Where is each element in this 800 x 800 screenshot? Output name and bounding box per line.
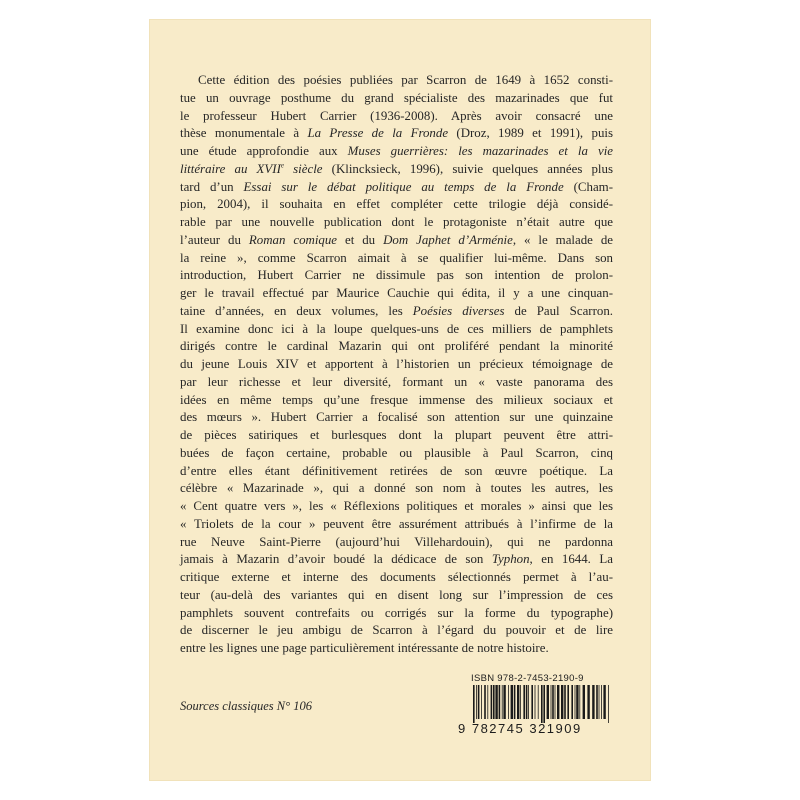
book-title-dom-japhet: Dom Japhet d’Arménie	[383, 232, 513, 247]
blurb-line: thèse monumentale à La Presse de la Fronde (Droz, 1989 et 1991), puis	[180, 126, 613, 141]
blurb-line: entre les lignes une page particulièrement intéressante de notre histoire.	[180, 641, 549, 655]
blurb-line: rue Neuve Saint-Pierre (aujourd’hui Villehardouin), qui ne pardonna	[180, 534, 613, 549]
blurb-line: la reine », comme Scarron aimait à se qualifier lui-même. Dans son	[180, 250, 613, 265]
barcode-bar	[543, 685, 545, 723]
barcode-bar	[503, 685, 505, 719]
book-title-essai-debat-politique: Essai sur le débat politique au temps de la Fronde	[243, 179, 564, 194]
book-title-la-presse-de-la-fronde: La Presse de la Fronde	[307, 126, 449, 141]
barcode-bar	[520, 685, 521, 719]
barcode-bar	[567, 685, 569, 719]
blurb-line: l’auteur du Roman comique et du Dom Japhet d’Arménie, « le malade de	[180, 232, 614, 247]
barcode-bar	[601, 685, 602, 719]
barcode-bar	[564, 685, 566, 719]
barcode-bar	[557, 685, 559, 719]
blurb-line: « Cent quatre vers », les « Réflexions politiques et morales » ainsi que les	[180, 499, 613, 513]
barcode-bar	[523, 685, 525, 719]
blurb-line: de discerner le jeu ambigu de Scarron à l’égard du pouvoir et de lire	[180, 623, 613, 638]
blurb-line: Il examine donc ici à la loupe quelques-uns de ces milliers de pamphlets	[180, 321, 613, 336]
barcode-bar	[592, 685, 594, 719]
book-back-cover	[150, 20, 650, 780]
blurb-line: pamphlets souvent contrefaits ou corrigés sur la forme du typographe)	[180, 605, 613, 620]
barcode-bar	[487, 685, 488, 719]
barcode-bar	[538, 685, 539, 719]
blurb-line: critique externe et interne des documents sélectionnés permet à l’au-	[180, 570, 613, 584]
barcode-bar	[473, 685, 475, 723]
blurb-line: Cette édition des poésies publiées par Scarron de 1649 à 1652 consti-	[198, 73, 613, 87]
blurb-line: tue un ouvrage posthume du grand spécialiste des mazarinades que fut	[180, 90, 613, 105]
barcode-bar	[571, 685, 573, 719]
barcode-bar	[547, 685, 549, 719]
barcode-bar	[514, 685, 516, 719]
blurb-line: littéraire au XVIIe siècle (Klincksieck, 1996), suivie quelques années plus	[180, 161, 613, 176]
series-label: Sources classiques N° 106	[180, 699, 312, 713]
barcode-bar	[552, 685, 554, 719]
blurb-line: une étude approfondie aux Muses guerrières: les mazarinades et la vie	[180, 144, 614, 158]
barcode-bar	[511, 685, 513, 719]
barcode-bar	[476, 685, 477, 719]
blurb-line: de pièces satiriques et burlesques dont la plupart peuvent être attri-	[180, 428, 613, 442]
barcode-bar	[508, 685, 509, 719]
book-title-poesies-diverses: Poésies diverses	[412, 303, 505, 318]
barcode-bar	[484, 685, 486, 719]
blurb-line: rable par une nouvelle publication dont le protagoniste n’était autre que	[180, 215, 613, 229]
blurb-line: tard d’un Essai sur le débat politique au temps de la Fronde (Cham-	[180, 179, 613, 194]
barcode-bar	[526, 685, 528, 719]
blurb-line: jamais à Mazarin d’avoir boudé la dédicace de son Typhon, en 1644. La	[180, 552, 613, 567]
blurb-line: taine d’années, en deux volumes, les Poésies diverses de Paul Scarron.	[180, 303, 613, 318]
barcode-bar	[491, 685, 493, 719]
barcode-bar	[599, 685, 600, 719]
blurb-line: teur (au-delà des variantes qui en disent long sur l’impression de ces	[180, 587, 613, 602]
barcode-bar	[481, 685, 482, 719]
barcode-bar	[499, 685, 501, 719]
blurb-line: « Triolets de la cour » peuvent être assurément attribués à l’infirme de la	[180, 516, 613, 531]
ean-digits: 9 782745 321909	[458, 721, 582, 736]
barcode-bar	[587, 685, 589, 719]
back-cover-blurb	[180, 72, 613, 658]
barcode-bar	[576, 685, 578, 719]
superscript-e: e	[280, 161, 284, 170]
book-title-typhon: Typhon	[491, 552, 530, 567]
barcode-bar	[528, 685, 529, 719]
blurb-line: introduction, Hubert Carrier ne dissimule pas son intention de prolon-	[180, 268, 613, 283]
barcode-bar	[575, 685, 576, 719]
barcode-bar	[495, 685, 497, 719]
blurb-line: ger le travail effectué par Maurice Cauchie qui édita, il y a une cinquan-	[180, 286, 613, 300]
barcode-bar	[603, 685, 605, 719]
barcode-bar	[493, 685, 495, 719]
barcode-bar	[561, 685, 563, 719]
blurb-line: célèbre « Mazarinade », qui a donné son nom à toutes les autres, les	[180, 481, 613, 496]
barcode-icon	[471, 685, 613, 723]
barcode-bar	[596, 685, 598, 719]
barcode-bar	[541, 685, 543, 723]
book-title-muses-guerrieres-cont: littéraire au XVIIe siècle	[180, 161, 323, 176]
blurb-line: buées de façon certaine, probable ou plausible à Paul Scarron, cinq	[180, 445, 613, 460]
barcode-bar	[535, 685, 536, 719]
blurb-line: idées en même temps qu’une fresque immense des milieux sociaux et	[180, 392, 613, 407]
book-title-roman-comique: Roman comique	[248, 232, 338, 247]
blurb-line: par leur richesse et leur diversité, formant un « vaste panorama des	[180, 374, 613, 389]
barcode-bar	[579, 685, 580, 719]
barcode-bar	[517, 685, 519, 719]
barcode-bar	[608, 685, 609, 723]
blurb-line: d’entre elles étant définitivement retirées de son œuvre poétique. La	[180, 463, 613, 478]
blurb-line: du jeune Louis XIV et apportent à l’historien un précieux témoignage de	[180, 357, 613, 371]
barcode-bar	[555, 685, 556, 719]
barcode-bar	[478, 685, 480, 719]
barcode-bar	[531, 685, 533, 719]
isbn-label: ISBN 978-2-7453-2190-9	[471, 673, 584, 684]
isbn-barcode-block	[458, 673, 613, 739]
blurb-line: dirigés contre le cardinal Mazarin qui ont proliféré pendant la minorité	[180, 339, 613, 354]
barcode-bar	[502, 685, 503, 719]
blurb-line: des mœurs ». Hubert Carrier a focalisé son attention sur une quinzaine	[180, 410, 613, 425]
blurb-line: pion, 2004), il souhaita en effet compléter cette trilogie déjà considé-	[180, 197, 613, 212]
barcode-bar	[551, 685, 552, 719]
blurb-line: le professeur Hubert Carrier (1936-2008). Après avoir consacré une	[180, 108, 613, 123]
barcode-bar	[583, 685, 585, 719]
book-title-muses-guerrieres: Muses guerrières: les mazarinades et la vie	[347, 144, 614, 158]
